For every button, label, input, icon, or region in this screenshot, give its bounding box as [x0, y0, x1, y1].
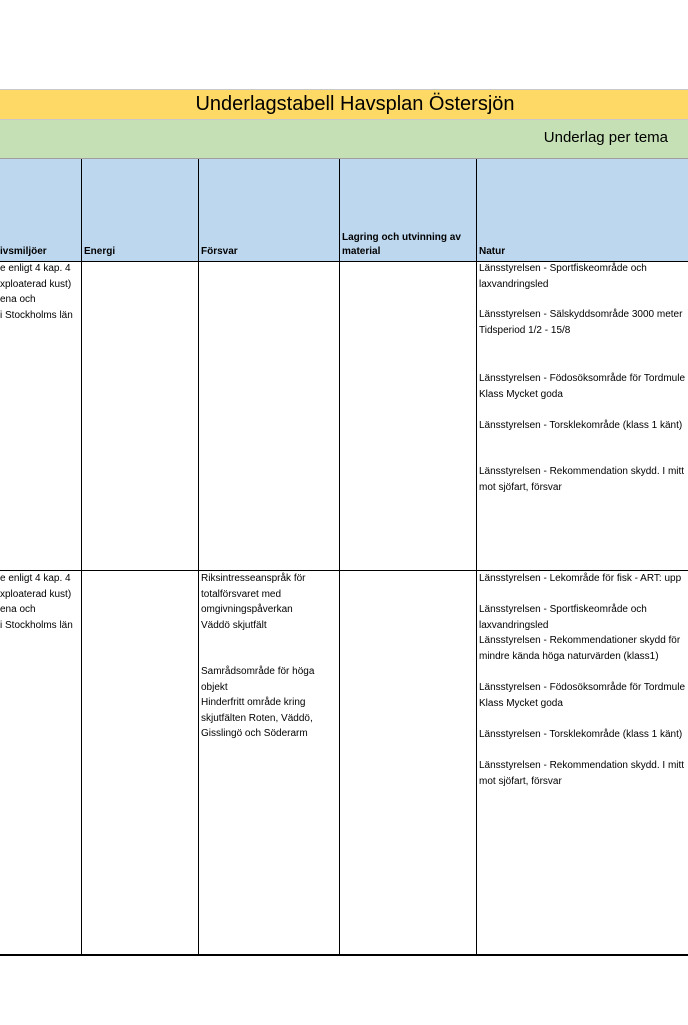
header-cell-natur — [477, 159, 688, 261]
table-title: Underlagstabell Havsplan Östersjön — [0, 89, 688, 120]
table-cell-lagring — [340, 571, 476, 955]
natur-entry: Länsstyrelsen - Rekommendationer skydd för mindre kända höga naturvärden (klass1) — [479, 635, 681, 662]
table-cell-natur — [479, 261, 688, 570]
header-cell-forsvar — [199, 159, 339, 261]
subtitle: Underlag per tema — [543, 129, 668, 146]
subtitle-bar — [0, 120, 688, 159]
natur-entry: Länsstyrelsen - Lekområde för fisk - ART: upp — [479, 573, 682, 584]
table-cell-forsvar — [199, 261, 339, 570]
table-cell-energi — [82, 571, 198, 955]
header-label: Natur — [479, 246, 506, 257]
natur-entry: Länsstyrelsen - Födosöksområde för Tordmule Klass Mycket goda — [479, 373, 686, 400]
table-cell-livsmiljoer: e enligt 4 kap. 4 xploaterad kust) ena och i Stockholms län — [0, 263, 73, 321]
natur-entry: Länsstyrelsen - Torsklekområde (klass 1 känt) — [479, 729, 683, 740]
natur-entry: Länsstyrelsen - Torsklekområde (klass 1 känt) — [479, 420, 683, 431]
table-cell-natur — [479, 571, 688, 955]
header-cell-energi — [82, 159, 198, 261]
header-label: ivsmiljöer — [0, 246, 47, 257]
forsvar-entry: Riksintresseanspråk för totalförsvaret med omgivningspåverkan Väddö skjutfält — [201, 573, 306, 631]
natur-entry: Länsstyrelsen - Rekommendation skydd. I mitt mot sjöfart, försvar — [479, 760, 685, 787]
header-label: Energi — [84, 246, 116, 257]
natur-entry: Länsstyrelsen - Sportfiskeområde och laxvandringsled — [479, 604, 647, 631]
forsvar-entry: Samrådsområde för höga objekt Hinderfritt område kring skjutfälten Roten, Väddö, Gisslingö och Söderarm — [201, 666, 315, 739]
table-cell-livsmiljoer: e enligt 4 kap. 4 xploaterad kust) ena och i Stockholms län — [0, 573, 73, 631]
natur-entry: Länsstyrelsen - Födosöksområde för Tordmule Klass Mycket goda — [479, 682, 686, 709]
header-label: Lagring och utvinning av material — [342, 232, 461, 257]
header-label: Försvar — [201, 246, 238, 257]
natur-entry: Länsstyrelsen - Sälskyddsområde 3000 meter Tidsperiod 1/2 - 15/8 — [479, 309, 683, 336]
table-cell-forsvar — [201, 571, 339, 955]
natur-entry: Länsstyrelsen - Sportfiskeområde och laxvandringsled — [479, 263, 647, 290]
column-divider — [476, 159, 477, 956]
header-cell-lagring — [340, 159, 476, 261]
table-cell-energi — [82, 261, 198, 570]
header-cell-livsmiljoer — [0, 159, 81, 261]
data-table — [0, 159, 688, 956]
natur-entry: Länsstyrelsen - Rekommendation skydd. I mitt mot sjöfart, försvar — [479, 466, 685, 493]
table-cell-lagring — [340, 261, 476, 570]
